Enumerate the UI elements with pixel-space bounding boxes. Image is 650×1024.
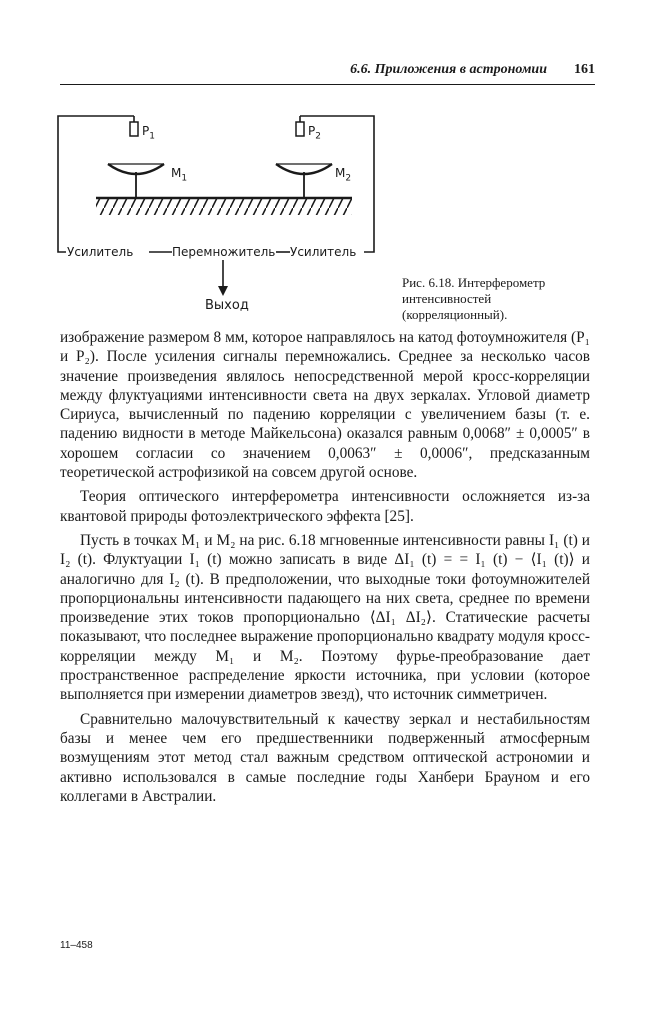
paragraph-2: Теория оптического интерферометра интенсивности осложняется из-за квантовой природы фотоэлектрического эффекта [25]. <box>60 488 590 525</box>
interferometer-diagram <box>50 100 395 325</box>
output-arrowhead <box>218 286 228 296</box>
label-p1: $P_1$ <box>142 124 155 142</box>
left-wire <box>58 116 134 252</box>
photomultiplier-p1 <box>130 122 138 136</box>
figure-caption: Рис. 6.18. Интерферометр интенсивностей (корреляционный). <box>402 275 546 322</box>
label-output: Выход <box>205 298 249 313</box>
ground-hatching <box>96 199 352 215</box>
running-header <box>60 62 595 82</box>
label-amplifier-left: Усилитель <box>67 245 134 259</box>
signature-mark: 11–458 <box>60 940 93 951</box>
page-number: 161 <box>574 62 595 77</box>
paragraph-3: Пусть в точках M₁ и M₂ на рис. 6.18 мгновенные интенсивности равны I₁ (t) и I₂ (t). Флуктуации I₁ (t) можно записать в виде ΔI₁ (t) = = I₁ (t) − ⟨I₁ (t)⟩ и аналогично для I₂ (t). В предположении, что выходные токи фотоумножителей пропорциональны интенсивности падающего на них света, среднее по времени произведение этих токов пропорционально ⟨ΔI₁ ΔI₂⟩. Статические расчеты показывают, что последнее выражение пропорционально квадрату модуля кросс-корреляции между M₁ и M₂. Поэтому фурье-преобразование дает пространственное распределение яркости источника, при условии (которое выполняется при измерении диаметров звезд), что источник симметричен. <box>60 531 591 704</box>
header-rule <box>60 84 595 85</box>
body-text <box>60 328 590 806</box>
label-m2: $M_2$ <box>335 166 352 184</box>
label-amplifier-right: Усилитель <box>290 245 357 259</box>
paragraph-4: Сравнительно малочувствительный к качеству зеркал и нестабильностям базы и менее чем его предшественники подверженный атмосферным возмущениям этот метод стал важным средством оптической астрономии и активно использовался в самые последние годы Ханбери Брауном и его коллегами в Австралии. <box>60 710 590 805</box>
label-multiplier: Перемножитель <box>172 245 276 259</box>
diagram-lines <box>50 100 395 325</box>
photomultiplier-p2 <box>296 122 304 136</box>
paragraph-1: изображение размером 8 мм, которое направлялось на катод фотоумножителя (P₁ и P₂). После усиления сигналы перемножались. Среднее за несколько часов значение произведения являлось непосредственной мерой кросс-корреляции между флуктуациями интенсивности света на двух зеркалах. Угловой диаметр Сириуса, вычисленный по падению корреляции с увеличением базы (т. е. падению видности в методе Майкельсона) оказался равным 0,0068″ ± 0,0005″ в хорошем согласии со значением 0,0063″ ± 0,0006″, предсказанным теоретической астрофизикой на совсем другой основе. <box>60 329 590 482</box>
section-title: 6.6. Приложения в астрономии <box>350 62 547 77</box>
label-m1: $M_1$ <box>171 166 188 184</box>
label-p2: $P_2$ <box>308 124 321 142</box>
